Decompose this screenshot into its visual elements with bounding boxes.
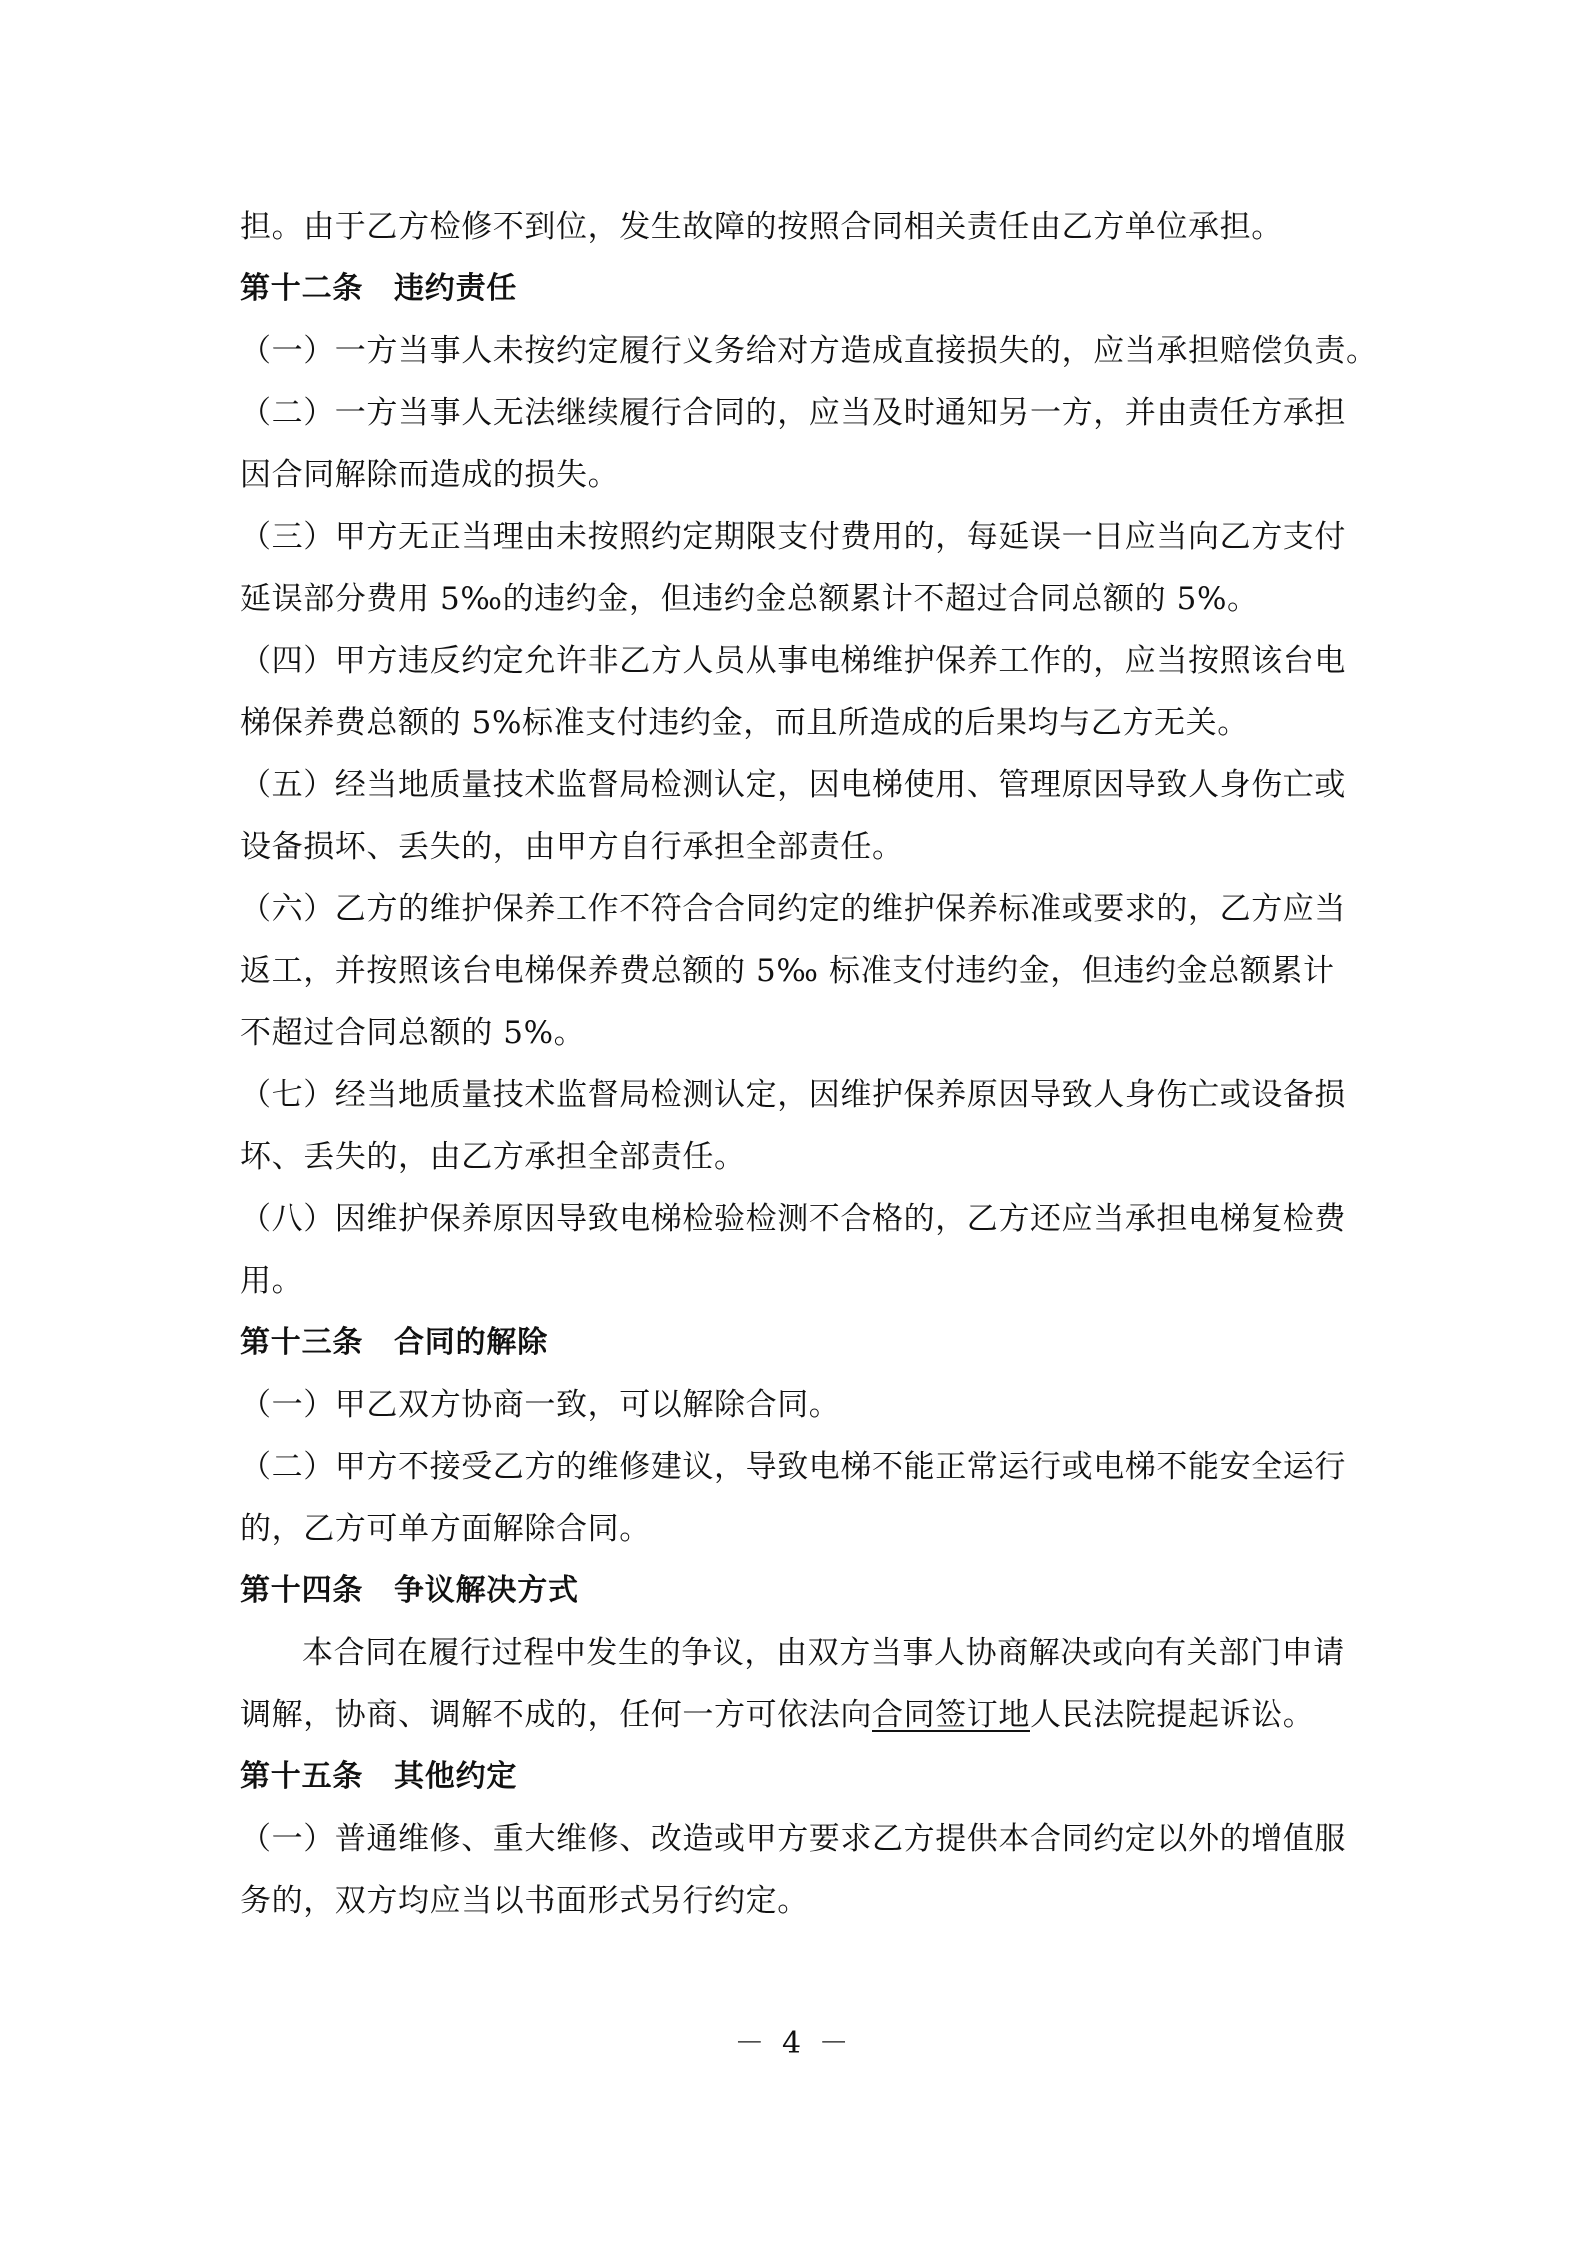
article-13-item-1-line: （一）甲乙双方协商一致，可以解除合同。 [240, 1387, 841, 1423]
article-14-paragraph-line-1: 本合同在履行过程中发生的争议，由双方当事人协商解决或向有关部门申请 [302, 1635, 1345, 1671]
article-12-item-6-line-1: （六）乙方的维护保养工作不符合合同约定的维护保养标准或要求的，乙方应当 [240, 891, 1346, 927]
article-12-item-4-line-1: （四）甲方违反约定允许非乙方人员从事电梯维护保养工作的，应当按照该台电 [240, 643, 1346, 679]
article-12-item-2-line-1: （二）一方当事人无法继续履行合同的，应当及时通知另一方，并由责任方承担 [240, 395, 1346, 431]
article-12-item-5-line-1: （五）经当地质量技术监督局检测认定，因电梯使用、管理原因导致人身伤亡或 [240, 767, 1346, 803]
article-13-heading: 第十三条 合同的解除 [240, 1325, 548, 1360]
article-12-item-1-line: （一）一方当事人未按约定履行义务给对方造成直接损失的，应当承担赔偿负责。 [240, 333, 1378, 369]
document-content [240, 196, 1378, 1932]
paragraph-line: 担。由于乙方检修不到位，发生故障的按照合同相关责任由乙方单位承担。 [240, 209, 1283, 245]
page-number: － 4 － [734, 2026, 853, 2061]
article-14-paragraph-line-2-start: 调解，协商、调解不成的，任何一方可依法向 [240, 1697, 872, 1733]
article-12-item-6-line-2: 返工，并按照该台电梯保养费总额的 5‰ 标准支付违约金，但违约金总额累计 [240, 953, 1335, 989]
article-15-item-1-line-2: 务的，双方均应当以书面形式另行约定。 [240, 1883, 809, 1919]
article-12-item-5-line-2: 设备损坏、丢失的，由甲方自行承担全部责任。 [240, 829, 904, 865]
article-12-item-6-line-3: 不超过合同总额的 5%。 [240, 1015, 586, 1051]
article-13-item-2-line-2: 的，乙方可单方面解除合同。 [240, 1511, 651, 1547]
article-12-item-2-line-2: 因合同解除而造成的损失。 [240, 457, 620, 493]
article-14-paragraph-line-2-end: 人民法院提起诉讼。 [1030, 1697, 1315, 1733]
article-12-item-3-line-1: （三）甲方无正当理由未按照约定期限支付费用的，每延误一日应当向乙方支付 [240, 519, 1346, 555]
article-12-heading: 第十二条 违约责任 [240, 271, 518, 306]
article-14-heading: 第十四条 争议解决方式 [240, 1573, 579, 1608]
article-15-heading: 第十五条 其他约定 [240, 1759, 518, 1794]
article-15-item-1-line-1: （一）普通维修、重大维修、改造或甲方要求乙方提供本合同约定以外的增值服 [240, 1821, 1346, 1857]
article-12-item-7-line-1: （七）经当地质量技术监督局检测认定，因维护保养原因导致人身伤亡或设备损 [240, 1077, 1346, 1113]
article-12-item-8-line-2: 用。 [240, 1263, 304, 1299]
article-13-item-2-line-1: （二）甲方不接受乙方的维修建议，导致电梯不能正常运行或电梯不能安全运行 [240, 1449, 1346, 1485]
article-12-item-4-line-2: 梯保养费总额的 5%标准支付违约金，而且所造成的后果均与乙方无关。 [240, 705, 1249, 741]
contract-signing-place: 合同签订地 [872, 1697, 1030, 1733]
article-12-item-7-line-2: 坏、丢失的，由乙方承担全部责任。 [240, 1139, 746, 1175]
article-12-item-8-line-1: （八）因维护保养原因导致电梯检验检测不合格的，乙方还应当承担电梯复检费 [240, 1201, 1346, 1237]
article-14-paragraph-line-2 [240, 1684, 1364, 1746]
article-12-item-3-line-2: 延误部分费用 5‰的违约金，但违约金总额累计不超过合同总额的 5%。 [240, 581, 1259, 617]
